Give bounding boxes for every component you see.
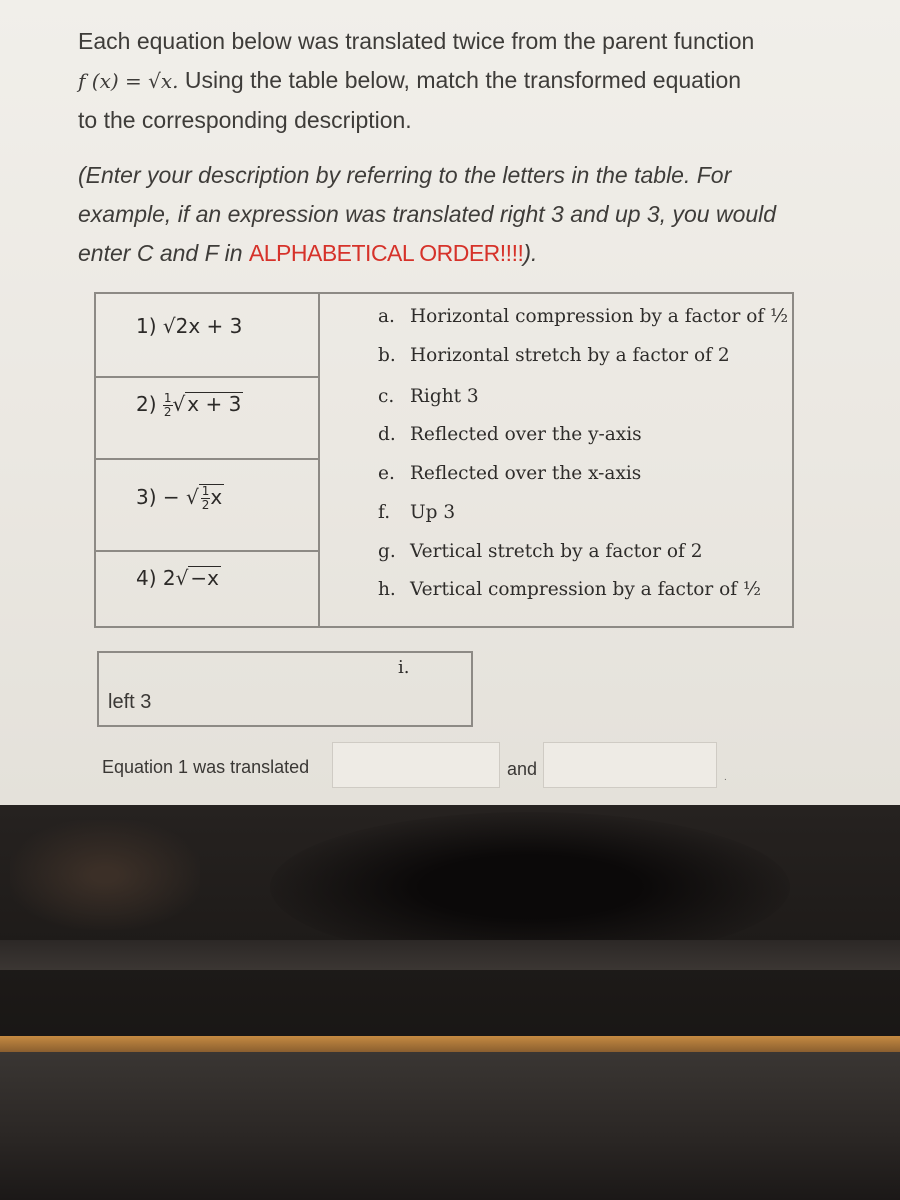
equation-4-coefficient: 2 [162,566,176,590]
intro-line-2-text: Using the table below, match the transformed equation [178,67,742,93]
description-text: Up 3 [410,502,456,523]
equation-3-radicand [199,484,224,512]
intro-line-3: to the corresponding description. [78,107,412,133]
description-letter: f. [378,502,391,523]
equation-cell-2 [96,378,318,460]
answer-suffix: . [724,772,727,783]
equation-3-sign: − [162,485,180,509]
description-text: Horizontal stretch by a factor of 2 [410,345,730,366]
screen-reflection-left [10,820,200,930]
answer-prompt: Equation 1 was translated [102,757,310,777]
equation-4: 4) 2√ −x [136,566,219,590]
description-text: Reflected over the y-axis [410,424,642,445]
description-c [378,386,479,407]
description-f [378,502,455,523]
description-text: Vertical stretch by a factor of 2 [410,541,703,562]
answer-input-1[interactable] [332,742,500,788]
laptop-hinge [0,940,900,970]
laptop-deck [0,1052,900,1200]
description-text: Horizontal compression by a factor of ½ [410,306,789,327]
extra-description-box [97,651,473,727]
intro-line-2 [78,61,838,101]
description-i-text: left 3 [108,691,152,713]
description-h [378,579,761,600]
equation-column [96,294,320,626]
instr-line-2: example, if an expression was translated right 3 and up 3, you would [78,201,777,227]
equation-3: 3) − √ $\frac{1}{2}$ x [136,484,223,512]
instructions-italic [78,156,838,273]
equation-cell-1 [96,294,318,378]
equation-2-denominator: 2 [163,405,172,419]
equation-3-denominator: 2 [201,498,210,512]
description-letter: c. [378,386,395,407]
equation-3-variable: x [210,485,223,509]
description-letter: h. [378,579,396,600]
laptop-edge-highlight [0,1036,900,1052]
equation-3-fraction [201,485,211,512]
equation-4-radicand: −x [190,566,219,590]
alphabetical-order-warning: ALPHABETICAL ORDER!!!! [248,240,524,266]
equation-2-fraction [163,392,173,419]
description-a [378,306,788,327]
equation-2-numerator: 1 [163,391,172,405]
matching-table [94,292,794,628]
equation-1-expression: √2x + 3 [162,314,243,338]
description-letter: a. [378,306,395,327]
description-letter: e. [378,463,395,484]
equation-cell-3 [96,460,318,552]
equation-2: 2) $\frac{1}{2}$ √ x + 3 [136,391,242,419]
instr-line-3 [78,234,838,273]
description-letter: g. [378,541,396,562]
description-text: Vertical compression by a factor of ½ [410,579,761,600]
instr-line-3-post: ). [523,240,538,266]
equation-3-numerator: 1 [201,484,210,498]
equation-2-radicand: x + 3 [187,392,242,416]
answer-input-2[interactable] [543,742,717,788]
description-e [378,463,641,484]
instructions [78,22,838,273]
description-letter: d. [378,424,396,445]
description-letter: b. [378,345,396,366]
equation-3-number: 3) [136,485,157,509]
answer-joiner: and [507,759,538,779]
description-d [378,424,642,445]
equation-2-number: 2) [136,392,157,416]
equation-1-number: 1) [136,314,157,338]
equation-cell-4 [96,552,318,630]
instr-line-3-pre: enter C and F in [78,240,249,266]
description-i-letter: i. [398,657,410,678]
description-text: Right 3 [410,386,479,407]
description-g [378,541,703,562]
instr-line-1: (Enter your description by referring to the letters in the table. For [78,162,732,188]
equation-1 [136,314,242,338]
parent-function: f (x) = √x. [78,69,179,93]
equation-4-number: 4) [136,566,157,590]
description-b [378,345,730,366]
intro-line-1: Each equation below was translated twice from the parent function [78,28,755,54]
description-text: Reflected over the x-axis [410,463,642,484]
